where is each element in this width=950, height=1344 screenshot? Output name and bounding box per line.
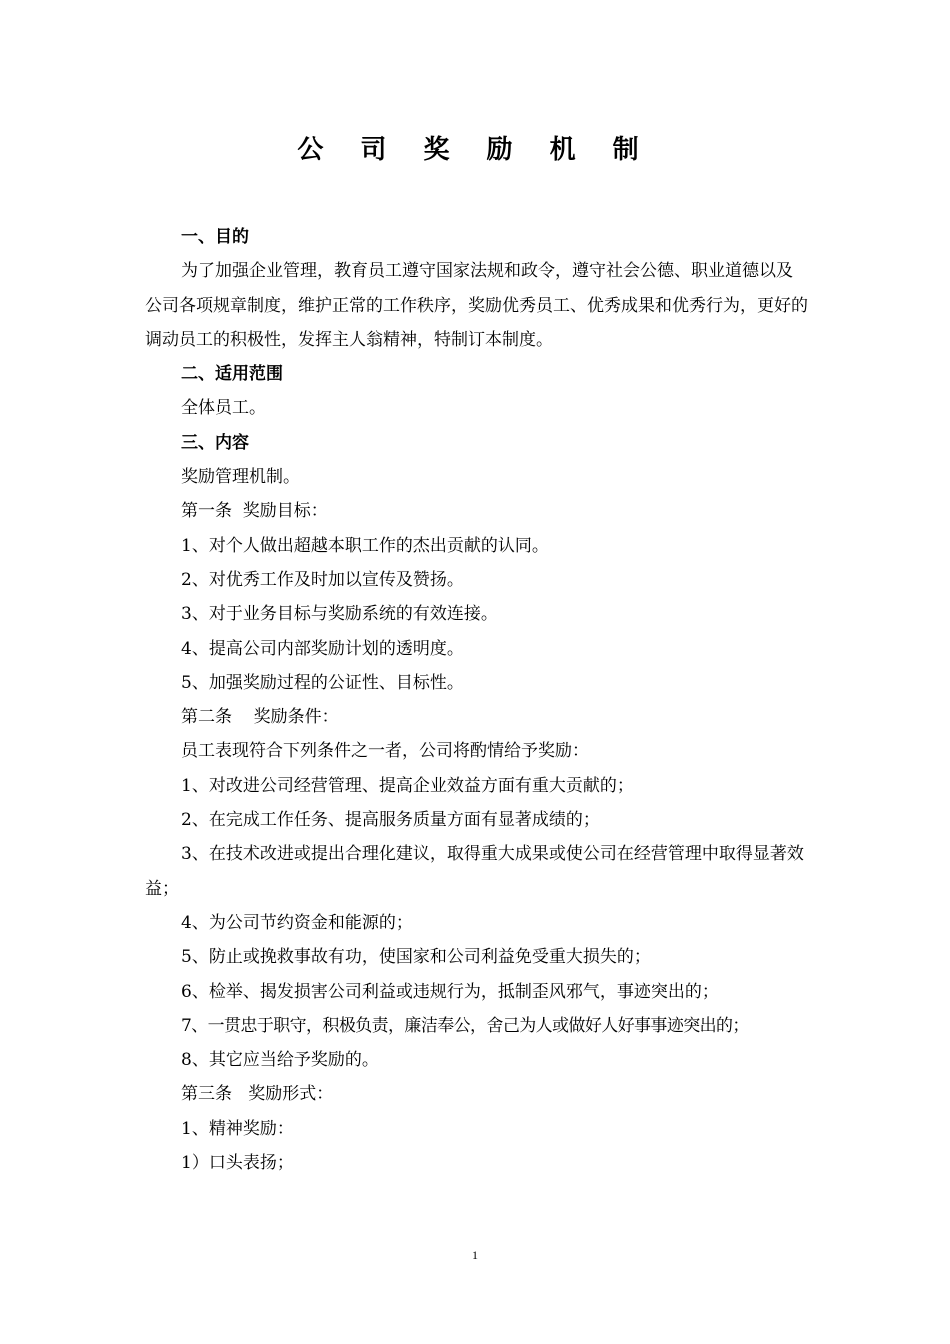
body-paragraph: 为了加强企业管理，教育员工遵守国家法规和政令，遵守社会公德、职业道德以及公司各项规章制度，维护正常的工作秩序，奖励优秀员工、优秀成果和优秀行为，更好的调动员工的积极性，发挥主人翁精神，特制订本制度。 bbox=[145, 261, 808, 350]
body-paragraph: 全体员工。 bbox=[181, 398, 266, 419]
body-paragraph: 1、对改进公司经营管理、提高企业效益方面有重大贡献的； bbox=[181, 775, 634, 796]
body-paragraph: 员工表现符合下列条件之一者，公司将酌情给予奖励： bbox=[181, 741, 589, 762]
body-paragraph: 1）口头表扬； bbox=[181, 1153, 294, 1174]
document-title: 公 司 奖 励 机 制 bbox=[297, 135, 653, 165]
body-paragraph: 3、对于业务目标与奖励系统的有效连接。 bbox=[181, 604, 498, 625]
body-paragraph: 5、防止或挽救事故有功，使国家和公司利益免受重大损失的； bbox=[181, 947, 651, 968]
section-heading: 二、适用范围 bbox=[181, 364, 283, 385]
section-heading: 三、内容 bbox=[181, 432, 249, 453]
body-paragraph: 8、其它应当给予奖励的。 bbox=[181, 1050, 379, 1071]
body-paragraph: 1、对个人做出超越本职工作的杰出贡献的认同。 bbox=[181, 535, 549, 556]
body-paragraph: 5、加强奖励过程的公证性、目标性。 bbox=[181, 672, 464, 693]
section-heading: 一、目的 bbox=[181, 227, 249, 247]
document-body bbox=[145, 220, 809, 1180]
body-paragraph: 4、提高公司内部奖励计划的透明度。 bbox=[181, 638, 464, 659]
body-paragraph: 6、检举、揭发损害公司利益或违规行为，抵制歪风邪气，事迹突出的； bbox=[181, 981, 719, 1002]
body-paragraph: 2、对优秀工作及时加以宣传及赞扬。 bbox=[181, 569, 464, 590]
page-number: 1 bbox=[472, 1248, 478, 1262]
body-paragraph: 4、为公司节约资金和能源的； bbox=[181, 912, 413, 933]
body-paragraph: 7、一贯忠于职守，积极负责，廉洁奉公，舍己为人或做好人好事事迹突出的； bbox=[181, 1015, 749, 1036]
body-paragraph: 第二条 奖励条件： bbox=[181, 707, 339, 728]
body-paragraph: 奖励管理机制。 bbox=[181, 467, 300, 488]
body-paragraph: 第一条 奖励目标： bbox=[181, 501, 328, 522]
body-paragraph: 第三条 奖励形式： bbox=[181, 1084, 334, 1105]
body-paragraph: 3、在技术改进或提出合理化建议，取得重大成果或使公司在经营管理中取得显著效益； bbox=[145, 844, 804, 899]
body-paragraph: 2、在完成工作任务、提高服务质量方面有显著成绩的； bbox=[181, 810, 600, 831]
body-paragraph: 1、精神奖励： bbox=[181, 1118, 294, 1139]
